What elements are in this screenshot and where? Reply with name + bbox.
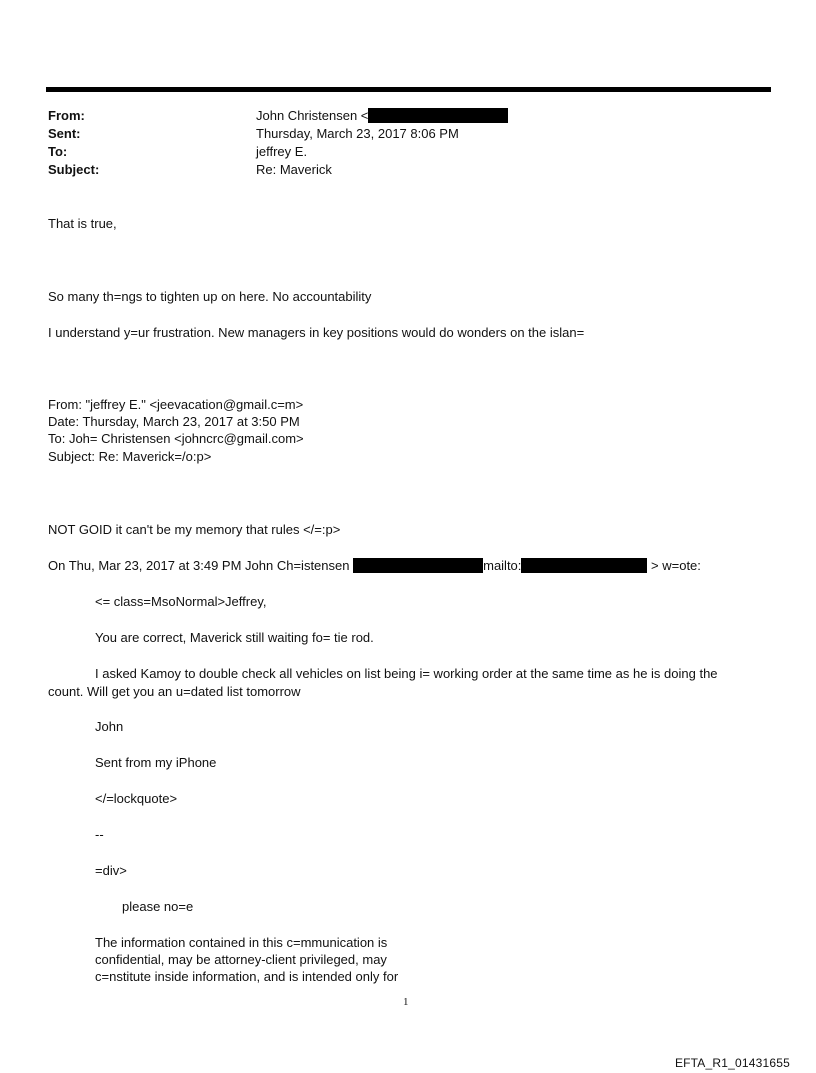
quoted-line: Sent from my iPhone xyxy=(95,755,217,770)
quoted-line: -- xyxy=(95,827,104,842)
redaction-block xyxy=(521,558,647,573)
quoted-line: c=nstitute inside information, and is intended only for xyxy=(95,969,399,984)
header-rule xyxy=(46,87,771,92)
redaction-block xyxy=(368,108,508,123)
document-id: EFTA_R1_01431655 xyxy=(674,1056,790,1070)
sent-value: Thursday, March 23, 2017 8:06 PM xyxy=(256,126,459,141)
page-number: 1 xyxy=(403,996,409,1008)
from-value xyxy=(256,107,508,124)
quoted-line: =div> xyxy=(95,863,127,878)
quoted-date: Date: Thursday, March 23, 2017 at 3:50 PM xyxy=(48,414,300,429)
to-label: To: xyxy=(48,144,68,159)
body-line: I understand y=ur frustration. New managers in key positions would do wonders on the islan= xyxy=(48,325,585,340)
quoted-line: <= class=MsoNormal>Jeffrey, xyxy=(95,594,267,609)
quoted-line: You are correct, Maverick still waiting fo= tie rod. xyxy=(95,630,374,645)
quoted-line: confidential, may be attorney-client privileged, may xyxy=(95,952,387,967)
redaction-block xyxy=(353,558,483,573)
quoted-from: From: "jeffrey E." <jeevacation@gmail.c=m> xyxy=(48,397,304,412)
quoted-line: please no=e xyxy=(122,899,194,914)
quoted-line: John xyxy=(95,719,124,734)
mailto-text: mailto: xyxy=(483,558,522,573)
on-thu-prefix: On Thu, Mar 23, 2017 at 3:49 PM John Ch=istensen xyxy=(48,558,350,573)
from-sender-name: John Christensen < xyxy=(256,108,369,123)
quoted-to: To: Joh= Christensen <johncrc@gmail.com> xyxy=(48,431,304,446)
quoted-line: count. Will get you an u=dated list tomorrow xyxy=(48,684,301,699)
body-line: So many th=ngs to tighten up on here. No accountability xyxy=(48,289,372,304)
quoted-subject: Subject: Re: Maverick=/o:p> xyxy=(48,449,212,464)
from-label: From: xyxy=(48,108,85,123)
wrote-text: > w=ote: xyxy=(651,558,701,573)
subject-label: Subject: xyxy=(48,162,100,177)
sent-label: Sent: xyxy=(48,126,81,141)
quoted-line: The information contained in this c=mmunication is xyxy=(95,935,388,950)
quoted-line: NOT GOID it can't be my memory that rules </=:p> xyxy=(48,522,341,537)
subject-value: Re: Maverick xyxy=(256,162,332,177)
on-thu-line xyxy=(48,557,701,574)
to-value: jeffrey E. xyxy=(256,144,308,159)
quoted-line: I asked Kamoy to double check all vehicles on list being i= working order at the same time as he is doing the xyxy=(95,666,718,681)
body-line: That is true, xyxy=(48,216,117,231)
quoted-line: </=lockquote> xyxy=(95,791,178,806)
